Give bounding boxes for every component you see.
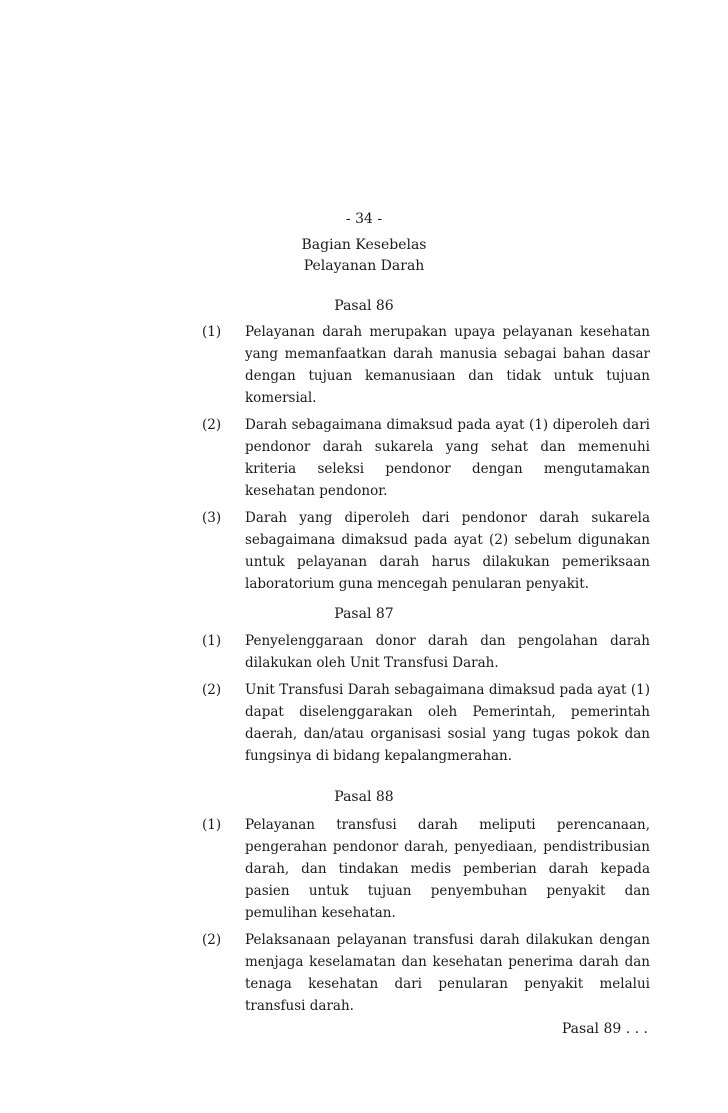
item-number: (3)	[202, 510, 222, 526]
item-number: (2)	[202, 417, 222, 433]
article-88-item-2	[202, 929, 650, 1017]
item-number: (1)	[202, 633, 222, 649]
item-number: (1)	[202, 817, 222, 833]
item-text: Pelayanan transfusi darah meliputi perencanaan, pengerahan pendonor darah, penyediaan, pendistribusian darah, dan tindakan medis pemberian darah kepada pasien untuk tujuan penyembuhan penyakit dan pemulihan kesehatan.	[245, 817, 650, 921]
article-87-item-2	[202, 679, 650, 767]
section-heading: Bagian Kesebelas	[301, 237, 427, 253]
article-88-item-1	[202, 814, 650, 924]
item-text: Pelayanan darah merupakan upaya pelayanan kesehatan yang memanfaatkan darah manusia sebagai bahan dasar dengan tujuan kemanusiaan dan tidak untuk tujuan komersial.	[245, 324, 650, 406]
item-text: Penyelenggaraan donor darah dan pengolahan darah dilakukan oleh Unit Transfusi Darah.	[245, 633, 650, 671]
item-number: (1)	[202, 324, 222, 340]
article-88	[202, 814, 650, 1022]
article-heading-88: Pasal 88	[334, 789, 394, 805]
article-heading-87: Pasal 87	[334, 606, 394, 622]
article-86-item-2	[202, 414, 650, 502]
article-86	[202, 321, 650, 600]
page-number: - 34 -	[345, 211, 383, 227]
item-text: Unit Transfusi Darah sebagaimana dimaksud pada ayat (1) dapat diselenggarakan oleh Pemerintah, pemerintah daerah, dan/atau organisasi sosial yang tugas pokok dan fungsinya di bidang kepalangmerahan.	[245, 682, 650, 764]
article-heading-86: Pasal 86	[334, 298, 394, 314]
item-text: Darah sebagaimana dimaksud pada ayat (1) diperoleh dari pendonor darah sukarela yang sehat dan memenuhi kriteria seleksi pendonor dengan mengutamakan kesehatan pendonor.	[245, 417, 650, 499]
article-87	[202, 630, 650, 772]
section-title: Pelayanan Darah	[303, 258, 425, 274]
item-number: (2)	[202, 682, 222, 698]
continuation-note: Pasal 89 . . .	[561, 1021, 648, 1037]
item-text: Darah yang diperoleh dari pendonor darah sukarela sebagaimana dimaksud pada ayat (2) sebelum digunakan untuk pelayanan darah harus dilakukan pemeriksaan laboratorium guna mencegah penularan penyakit.	[245, 510, 650, 592]
item-number: (2)	[202, 932, 222, 948]
item-text: Pelaksanaan pelayanan transfusi darah dilakukan dengan menjaga keselamatan dan kesehatan penerima darah dan tenaga kesehatan dari penularan penyakit melalui transfusi darah.	[245, 932, 650, 1014]
article-86-item-1	[202, 321, 650, 409]
article-86-item-3	[202, 507, 650, 595]
article-87-item-1	[202, 630, 650, 674]
